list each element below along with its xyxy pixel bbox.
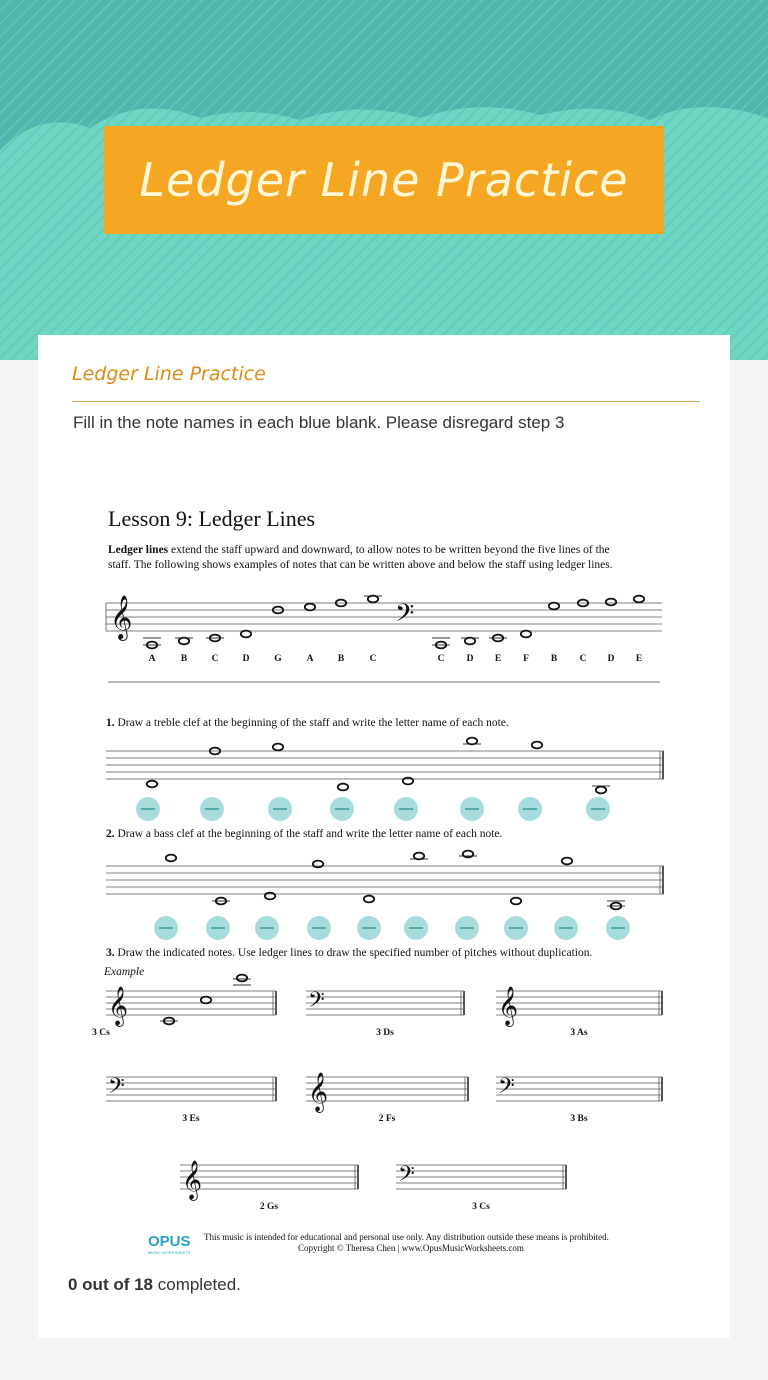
whole-note [432,638,450,648]
step1-notes [147,738,610,794]
example-note-label: B [550,654,558,664]
answer-blank-step2[interactable] [307,916,331,940]
lesson-title: Lesson 9: Ledger Lines [108,506,316,531]
example-staff [106,603,662,631]
example-note-label: C [211,654,219,664]
step3-staff-label: 3 Bs [570,1114,588,1124]
treble-clef-icon: 𝄞 [110,595,133,639]
whole-note [634,596,644,603]
whole-note [461,638,479,645]
step1-number: 1. [106,717,115,729]
step1-answer-blanks [136,797,610,821]
answer-blank-step2[interactable] [255,916,279,940]
whole-note [562,858,572,865]
step2-answer-blanks [154,916,630,940]
step3-staff-label: 3 Ds [376,1028,394,1038]
answer-blank-step2[interactable] [504,916,528,940]
treble-clef-icon: 𝄞 [108,986,129,1026]
answer-blank-step1[interactable] [136,797,160,821]
whole-note [143,638,161,648]
step1-instruction [106,717,509,729]
step3-mini-staff [106,1074,276,1124]
step1-staff [106,751,664,779]
example-note-label: B [337,654,345,664]
bass-clef-icon: 𝄢 [395,599,415,634]
example-note-label: E [635,654,643,664]
bass-clef-icon: 𝄢 [398,1162,415,1192]
whole-note [463,738,481,745]
whole-note [175,638,193,645]
example-notes [143,596,644,649]
whole-note [459,851,477,858]
whole-note [233,975,251,985]
whole-note [489,635,507,642]
example-note-label: D [242,654,250,664]
step3-instruction [106,947,593,959]
answer-blank-step1[interactable] [200,797,224,821]
step3-mini-staff [306,988,464,1038]
whole-note [166,855,176,862]
answer-blank-step1[interactable] [460,797,484,821]
whole-note [160,1018,178,1025]
intro-line-1 [108,544,610,556]
whole-note [206,635,224,642]
step3-staff-label: 2 Gs [259,1202,279,1212]
step3-staff-label: 3 Es [182,1114,200,1124]
banner-title: Ledger Line Practice [139,153,629,207]
step3-staves [92,975,662,1212]
whole-note [273,744,283,751]
step3-staff-label: 3 As [570,1028,588,1038]
whole-note [532,742,542,749]
whole-note [147,781,157,788]
step3-staff-label: 2 Fs [378,1114,396,1124]
whole-note [212,898,230,905]
answer-blank-step2[interactable] [455,916,479,940]
intro-line-2: staff. The following shows examples of notes that can be written above and below the staff using ledger lines. [108,559,613,571]
example-note-label: B [180,654,188,664]
bass-clef-icon: 𝄢 [498,1074,515,1104]
answer-blank-step1[interactable] [518,797,542,821]
step3-mini-staff [180,1160,358,1212]
bass-clef-icon: 𝄢 [308,988,325,1018]
instructions-text: Fill in the note names in each blue blank. Please disregard step 3 [73,413,565,432]
example-note-label: A [306,654,314,664]
example-note-label: C [369,654,377,664]
step3-mini-staff [306,1072,468,1124]
whole-note [364,596,382,603]
step3-mini-staff [496,1074,662,1124]
example-note-label: C [579,654,587,664]
header-banner [0,0,768,360]
whole-note [241,631,251,638]
step3-mini-staff [396,1162,566,1212]
whole-note [606,599,616,606]
example-note-label: F [523,654,529,664]
step2-number: 2. [106,828,115,840]
step3-staff-label: 3 Cs [472,1202,490,1212]
answer-blank-step1[interactable] [394,797,418,821]
whole-note [338,784,348,791]
step1-text: Draw a treble clef at the beginning of the staff and write the letter name of each note. [117,717,509,729]
whole-note [521,631,531,638]
step3-text: Draw the indicated notes. Use ledger lines to draw the specified number of pitches without duplication. [117,947,593,959]
answer-blank-step1[interactable] [268,797,292,821]
whole-note [511,898,521,905]
answer-blank-step1[interactable] [330,797,354,821]
treble-clef-icon: 𝄞 [308,1072,329,1112]
worksheet-image [38,335,730,1265]
progress-suffix: completed. [153,1275,241,1294]
example-word: Example [104,966,145,978]
example-note-label: G [274,654,282,664]
answer-blank-step2[interactable] [554,916,578,940]
step2-staff [106,866,664,894]
whole-note [201,997,211,1004]
step3-staff-label: 3 Cs [92,1028,110,1038]
example-note-label: E [494,654,502,664]
opus-logo [148,1233,191,1255]
whole-note [410,853,428,860]
logo-text: OPUS [148,1233,191,1250]
answer-blank-step2[interactable] [154,916,178,940]
whole-note [305,604,315,611]
example-note-label: D [466,654,474,664]
answer-blank-step2[interactable] [357,916,381,940]
treble-clef-icon: 𝄞 [498,986,519,1026]
whole-note [592,786,610,793]
step2-instruction [106,828,503,840]
answer-blank-step1[interactable] [586,797,610,821]
progress-status [68,1275,241,1295]
intro-rest-1: extend the staff upward and downward, to allow notes to be written beyond the five lines of the [171,544,610,556]
whole-note [364,896,374,903]
example-note-label: A [148,654,156,664]
footer-copyright: Copyright © Theresa Chen | www.OpusMusicWorksheets.com [298,1243,524,1253]
step3-mini-staff [496,986,662,1038]
example-labels [149,654,643,664]
answer-blank-step2[interactable] [606,916,630,940]
footer-notice: This music is intended for educational and personal use only. Any distribution outside these means is prohibited. [204,1232,609,1242]
answer-blank-step2[interactable] [404,916,428,940]
step2-text: Draw a bass clef at the beginning of the staff and write the letter name of each note. [117,828,503,840]
whole-note [607,901,625,909]
logo-subtext: MUSIC WORKSHEETS [148,1250,191,1255]
example-note-label: C [437,654,445,664]
step3-mini-staff [92,975,276,1038]
card-title: Ledger Line Practice [72,363,266,385]
bass-clef-icon: 𝄢 [108,1074,125,1104]
treble-clef-icon: 𝄞 [182,1160,203,1200]
intro-bold: Ledger lines [108,544,169,556]
step3-number: 3. [106,947,115,959]
banner-title-box [104,126,664,234]
progress-count: 0 out of 18 [68,1275,154,1294]
whole-note [549,603,559,610]
worksheet-card [38,335,730,1338]
example-note-label: D [607,654,615,664]
answer-blank-step2[interactable] [206,916,230,940]
